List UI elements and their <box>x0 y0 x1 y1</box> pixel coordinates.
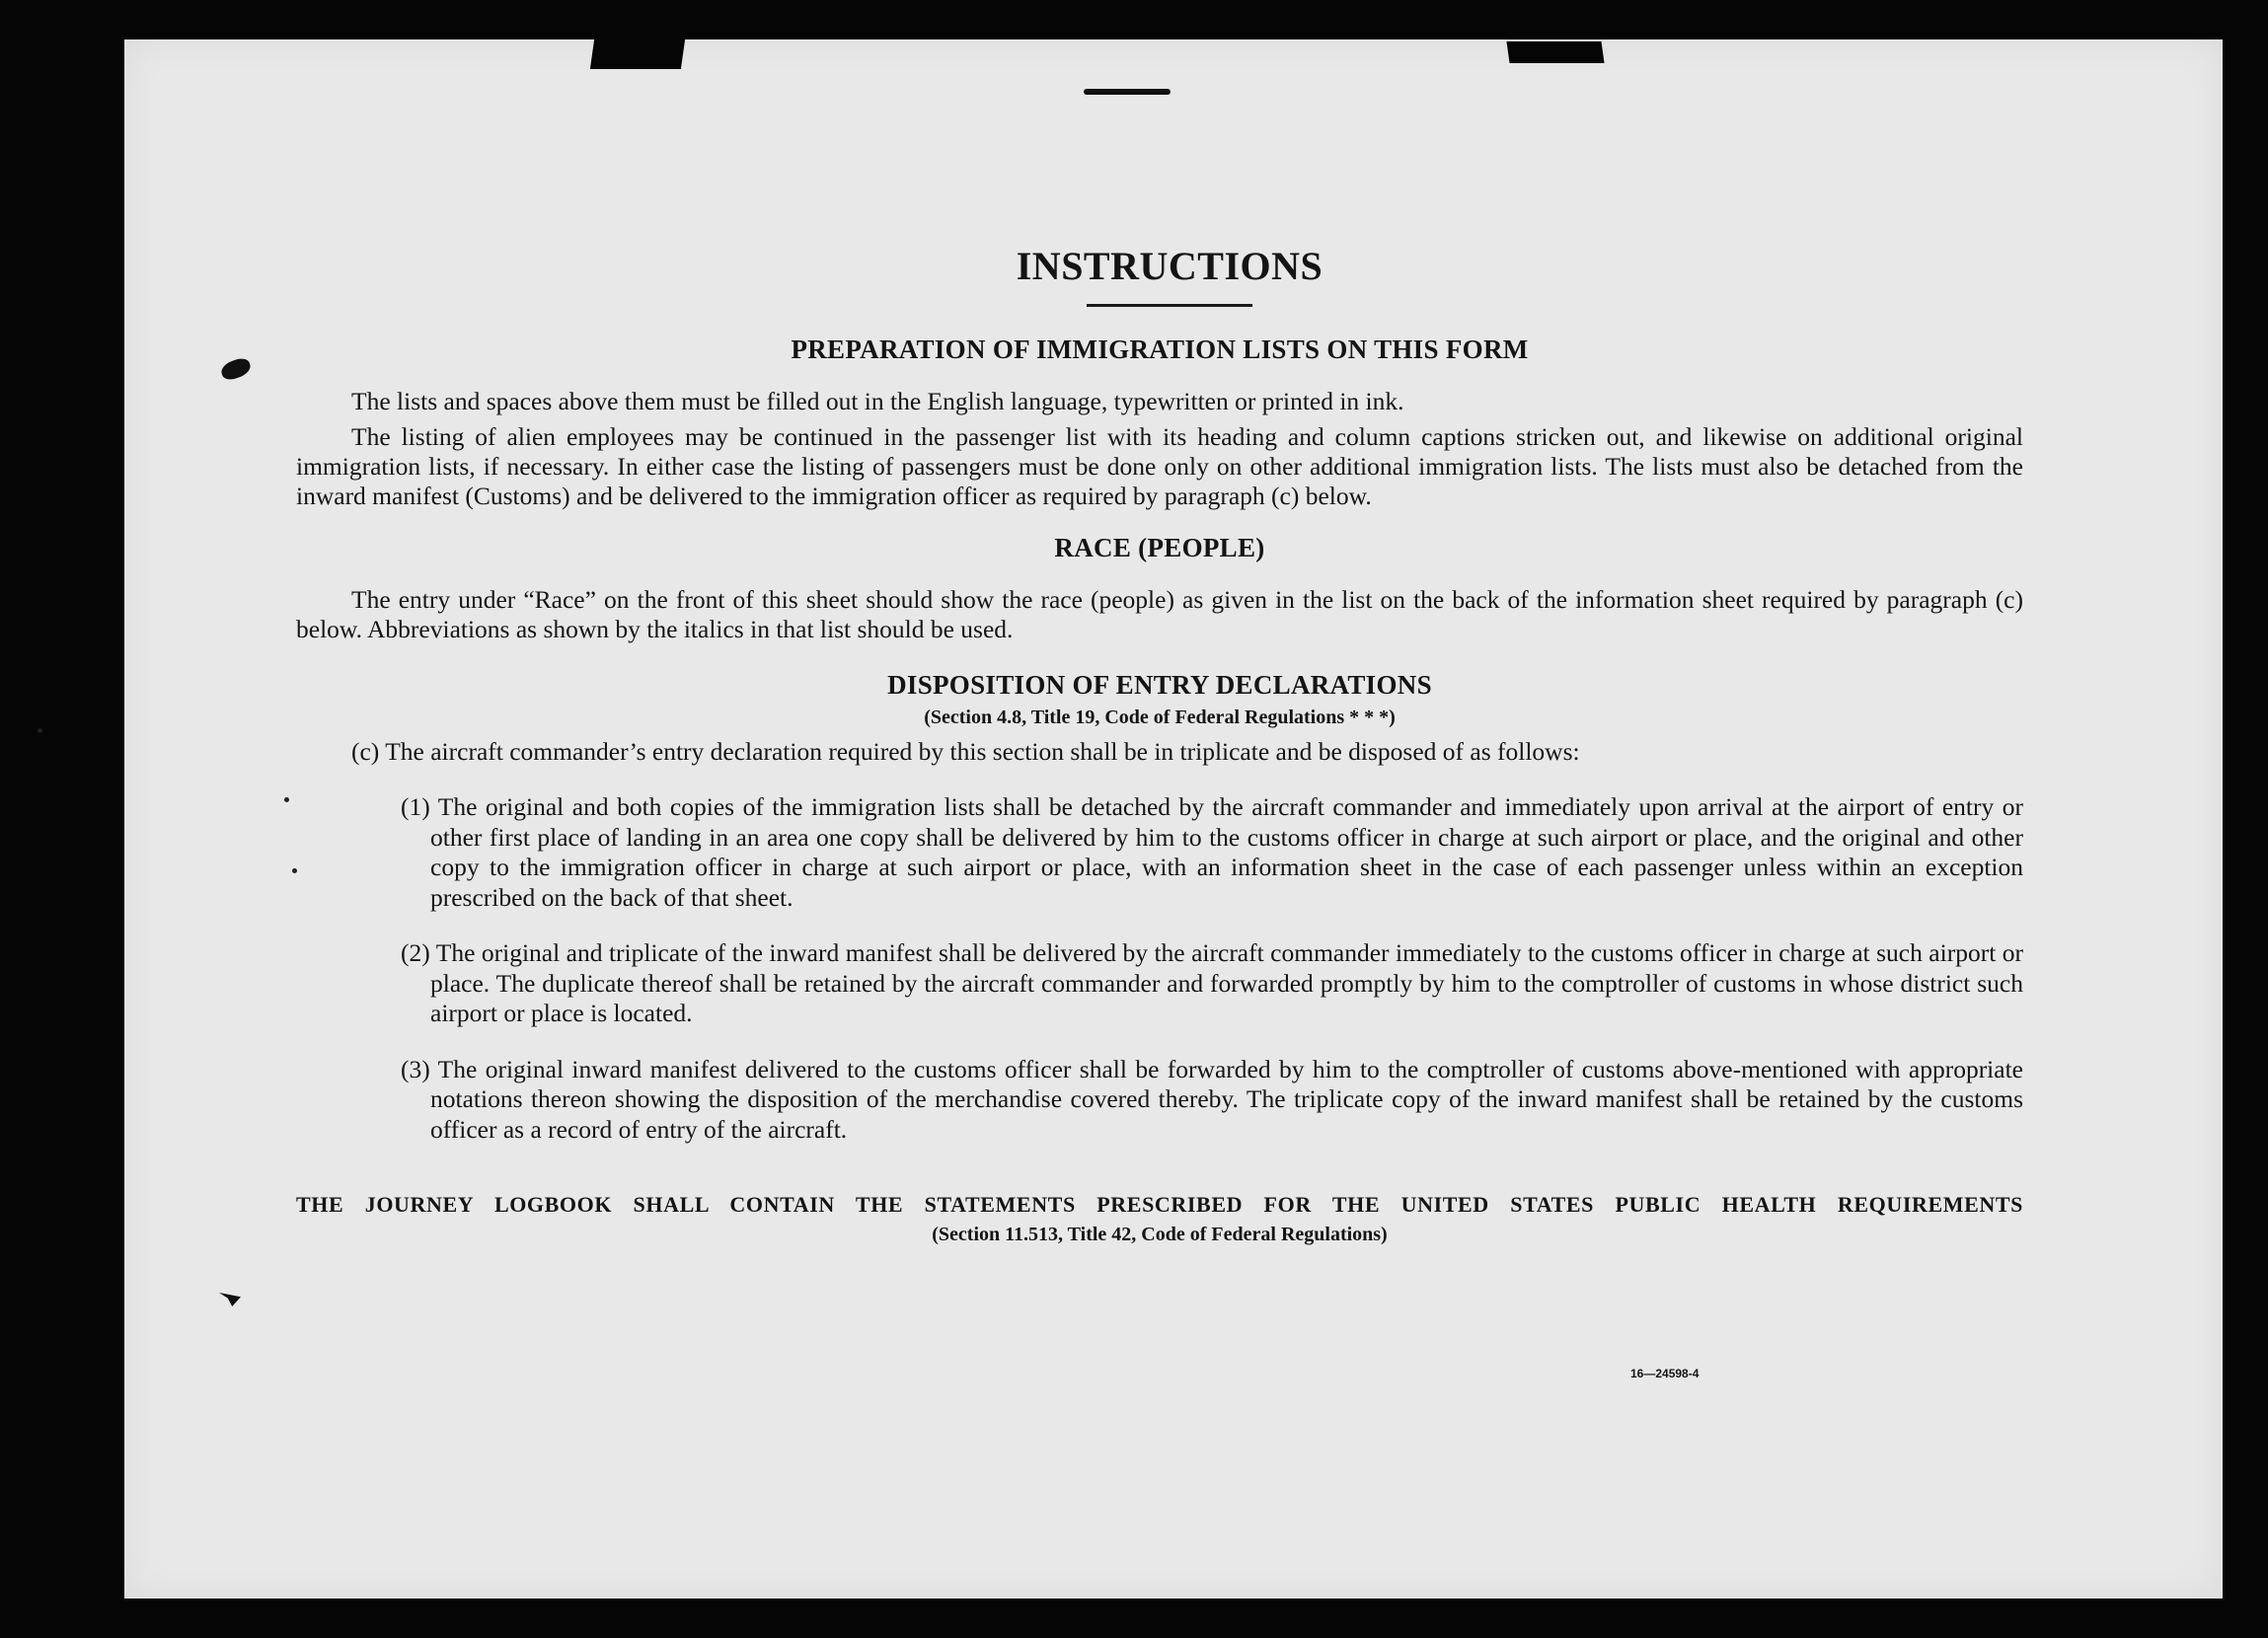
footer-caption: THE JOURNEY LOGBOOK SHALL CONTAIN THE STATEMENTS PRESCRIBED FOR THE UNITED STATES PUBLIC HEALTH REQUIREMENTS <box>296 1192 2023 1217</box>
section-heading-race: RACE (PEOPLE) <box>1054 533 1265 562</box>
scan-edge-mark-left <box>590 39 685 69</box>
ink-mark <box>1084 89 1171 95</box>
paragraph-race: The entry under “Race” on the front of this sheet should show the race (people) as given in the list on the back of the information sheet required by paragraph (c) below. Abbreviations as shown by the italics in that list should be used. <box>296 585 2023 643</box>
list-item-1: (1) The original and both copies of the immigration lists shall be detached by the aircraft commander and immediately upon arrival at the airport of entry or other first place of landing in an area one copy shall be delivered by him to the customs officer in charge at such airport or place, and the original and other copy to the immigration officer in charge at such airport or place, with an information sheet in the case of each passenger unless within an exception prescribed on the back of that sheet. <box>401 792 2023 912</box>
list-item-3: (3) The original inward manifest delivered to the customs officer shall be forwarded by him to the comptroller of customs above-mentioned with appropriate notations thereon showing the disposition of the merchandise covered thereby. The triplicate copy of the inward manifest shall be retained by the customs officer as a record of entry of the aircraft. <box>401 1054 2023 1144</box>
speck <box>38 728 42 733</box>
paragraph-c-intro: (c) The aircraft commander’s entry declaration required by this section shall be in triplicate and be disposed of as follows: <box>351 737 1580 766</box>
paragraph-alien-employees: The listing of alien employees may be continued in the passenger list with its heading and column captions stricken out, and likewise on additional original immigration lists, if necessary. In either case the listing of passengers must be done only on other additional immigration lists. The lists must also be detached from the inward manifest (Customs) and be delivered to the immigration officer as required by paragraph (c) below. <box>296 422 2023 510</box>
page-title: INSTRUCTIONS <box>1016 244 1323 288</box>
scan-edge-mark-right <box>1506 41 1604 63</box>
form-number: 16—24598-4 <box>1630 1367 1700 1380</box>
paragraph-lists: The lists and spaces above them must be filled out in the English language, typewritten or printed in ink. <box>351 387 1404 415</box>
section-heading-preparation: PREPARATION OF IMMIGRATION LISTS ON THIS FORM <box>791 335 1529 364</box>
section-citation: (Section 4.8, Title 19, Code of Federal Regulations * * *) <box>924 707 1396 728</box>
footer-citation: (Section 11.513, Title 42, Code of Federal Regulations) <box>932 1224 1388 1245</box>
title-underline <box>1087 304 1252 307</box>
section-heading-disposition: DISPOSITION OF ENTRY DECLARATIONS <box>887 670 1432 700</box>
instructions-content <box>296 244 2023 1246</box>
speck <box>284 797 289 802</box>
list-item-2: (2) The original and triplicate of the inward manifest shall be delivered by the aircraft commander immediately to the customs officer in charge at such airport or place. The duplicate thereof shall be retained by the aircraft commander and forwarded promptly by him to the comptroller of customs in whose district such airport or place is located. <box>401 938 2023 1027</box>
